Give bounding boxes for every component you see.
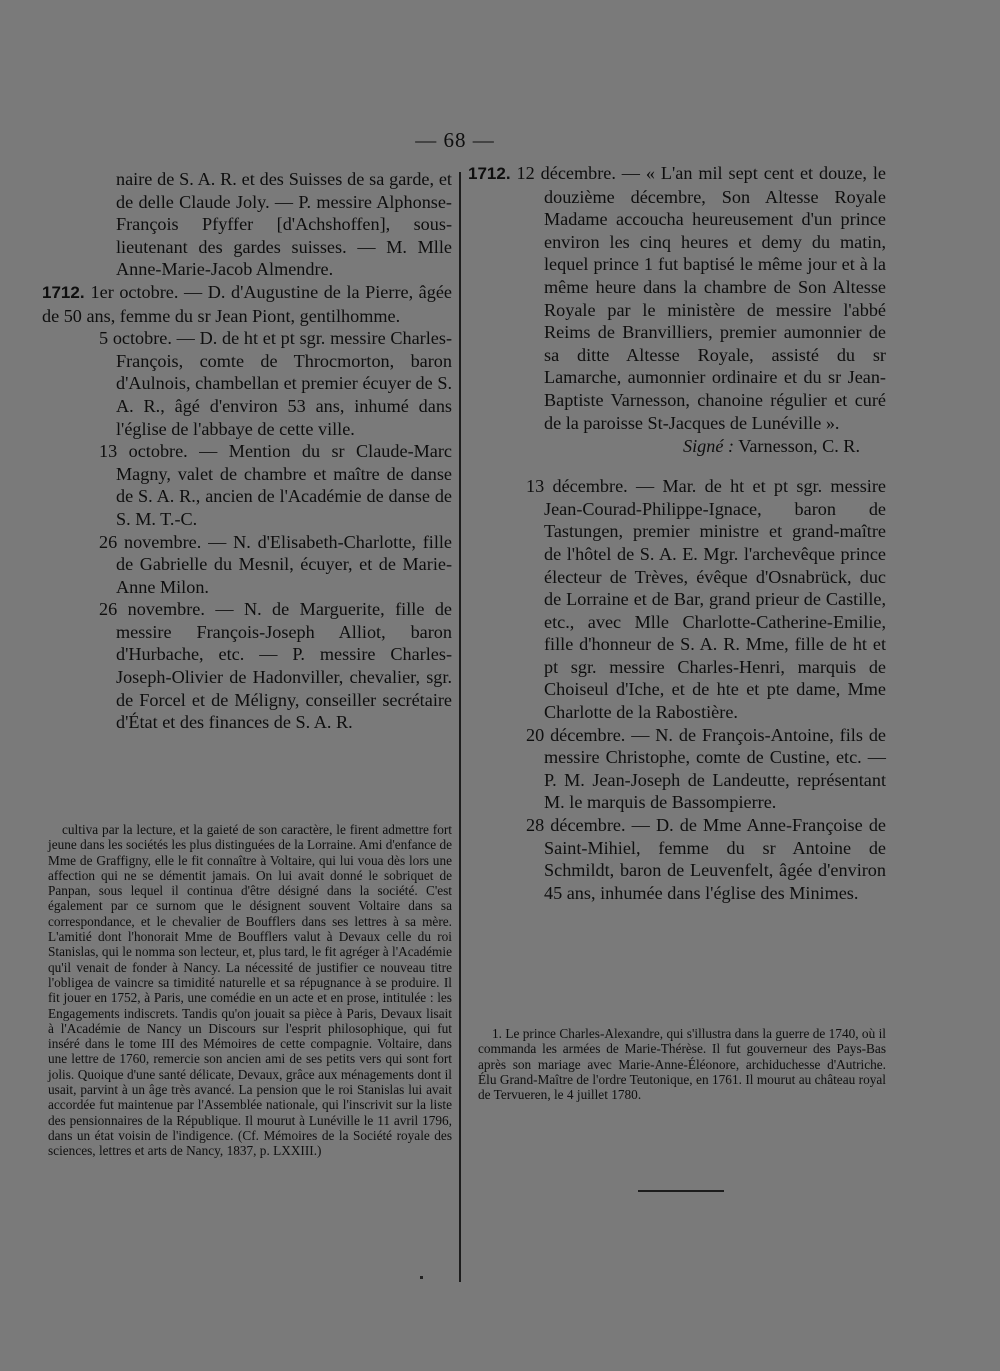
entry-13-decembre: 13 décembre. — Mar. de ht et pt sgr. messire Jean-Courad-Philippe-Ignace, baron de Tastungen, premier ministre et grand-maître de l'hôtel de S. A. E. Mgr. l'archevêque prince électeur de Trèves, évêque d'Osnabrück, duc de Lorraine et de Bar, grand prieur de Castille, etc., avec Mlle Charlotte-Catherine-Emilie, fille d'honneur de S. A. R. Mme, fille de ht et pt sgr. messire Charles-Henri, marquis de Choiseul d'Iche, et de hte et pte dame, Mme Charlotte de la Rabostière. [526,476,886,723]
entry-text: 12 décembre. — « L'an mil sept cent et douze, le douzième décembre, Son Altesse Royale Madame accoucha heureusement d'un prince environ les cinq heures et demy du matin, lequel prince 1 fut baptisé le même jour et à la même heure dans la chambre de Son Altesse Royale par le ministère de messire l'abbé Reims de Branvilliers, premier aumonnier de sa ditte Altesse Royale, assisté du sr Lamarche, aumonnier ordinaire et du sr Jean-Baptiste Varnesson, chanoine régulier et curé de la paroisse St-Jacques de Lunéville ». [516,163,886,433]
left-entries [42,168,452,734]
entry-20-decembre: 20 décembre. — N. de François-Antoine, fils de messire Christophe, comte de Custine, etc. — P. M. Jean-Joseph de Landeutte, représentant M. le marquis de Bassompierre. [526,724,886,813]
signe-name: Varnesson, C. R. [738,436,860,457]
entry-5-octobre: 5 octobre. — D. de ht et pt sgr. messire Charles-François, comte de Throcmorton, baron d'Aulnois, chambellan et premier écuyer de S. A. R., âgé d'environ 53 ans, inhumé dans l'église de l'abbaye de cette ville. [99,328,452,439]
signe-label: Signé : [683,436,735,457]
right-column [468,162,886,904]
entry-28-decembre: 28 décembre. — D. de Mme Anne-Françoise de Saint-Mihiel, femme du sr Antoine de Schmildt, baron de Leuvenfelt, âgée d'environ 45 ans, inhumée dans l'église des Minimes. [526,815,886,903]
right-entries [468,475,886,904]
year-label: 1712. [468,164,511,183]
left-footnote: cultiva par la lecture, et la gaieté de son caractère, le firent admettre fort jeune dans les sociétés les plus distinguées de la Lorraine. Ami d'enfance de Mme de Graffigny, elle le fit connaître à Voltaire, qui lui voua dès lors une affection qui ne se démentit jamais. On lui avait donné le sobriquet de Panpan, sous lequel il continua d'être désigné dans la société. C'est également par ce surnom que le désignent souvent Voltaire dans sa correspondance, et le chevalier de Boufflers dans ses lettres à sa mère. L'amitié dont l'honorait Mme de Boufflers valut à Devaux celle du roi Stanislas, qui le nomma son lecteur, et, plus tard, le fit agréger à l'Académie qu'il venait de fonder à Nancy. La nécessité de justifier ce nouveau titre l'obligea de vaincre sa timidité naturelle et sa répugnance à se produire. Il fit jouer en 1752, à Paris, une comédie en un acte et en prose, intitulée : les Engagements indiscrets. Tandis qu'on jouait sa pièce à Paris, Devaux lisait à l'Académie de Nancy un Discours sur l'esprit philosophique, qui fut inséré dans le tome III des Mémoires de cette compagnie. Voltaire, dans une lettre de 1760, remercie son ancien ami de ses petits vers qui sont fort jolis. Quoique d'une santé délicate, Devaux, grâce aux ménagements dont il usait, parvint à un âge très avancé. La pension que le roi Stanislas lui avait accordée fut maintenue par l'Assemblée nationale, qui l'inscrivit sur la liste des pensionnaires de la République. Il mourut à Lunéville le 11 avril 1796, dans un état voisin de l'indigence. (Cf. Mémoires de la Société royale des sciences, lettres et arts de Nancy, 1837, p. LXXIII.) [48,822,452,1159]
signature-line [468,436,886,457]
ink-dot [420,1276,423,1279]
continuation-paragraph: naire de S. A. R. et des Suisses de sa garde, et de delle Claude Joly. — P. messire Alphonse-François Pfyffer [d'Achshoffen], sous-lieutenant des gardes suisses. — M. Mlle Anne-Marie-Jacob Almendre. [116,169,452,280]
entry-1er-octobre [42,281,452,327]
entry-text: 1er octobre. — D. d'Augustine de la Pierre, âgée de 50 ans, femme du sr Jean Piont, gentilhomme. [42,281,452,326]
entry-26-novembre-a: 26 novembre. — N. d'Elisabeth-Charlotte, fille de Gabrielle du Mesnil, écuyer, et de Marie-Anne Milon. [99,531,452,597]
right-footnote: 1. Le prince Charles-Alexandre, qui s'illustra dans la guerre de 1740, où il commanda les armées de Marie-Thérèse. Il fut gouverneur des Pays-Bas après son mariage avec Marie-Anne-Éléonore, archiduchesse d'Autriche. Élu Grand-Maître de l'ordre Teutonique, en 1761. Il mourut au château royal de Tervueren, le 4 juillet 1780. [478,1026,886,1103]
entry-13-octobre: 13 octobre. — Mention du sr Claude-Marc Magny, valet de chambre et maître de danse de S. A. R., ancien de l'Académie de danse de S. M. T.-C. [99,441,452,529]
page-number: — 68 — [415,128,495,152]
year-label: 1712. [42,282,85,302]
column-rule [459,172,461,1282]
entry-26-novembre-b: 26 novembre. — N. de Marguerite, fille de messire François-Joseph Alliot, baron d'Hurbache, etc. — P. messire Charles-Joseph-Olivier de Hadonviller, chevalier, sgr. de Forcel et de Méligny, conseiller secrétaire d'État et des finances de S. A. R. [99,599,452,733]
end-rule [638,1190,724,1192]
left-column [42,168,452,734]
entry-12-decembre [468,162,886,434]
